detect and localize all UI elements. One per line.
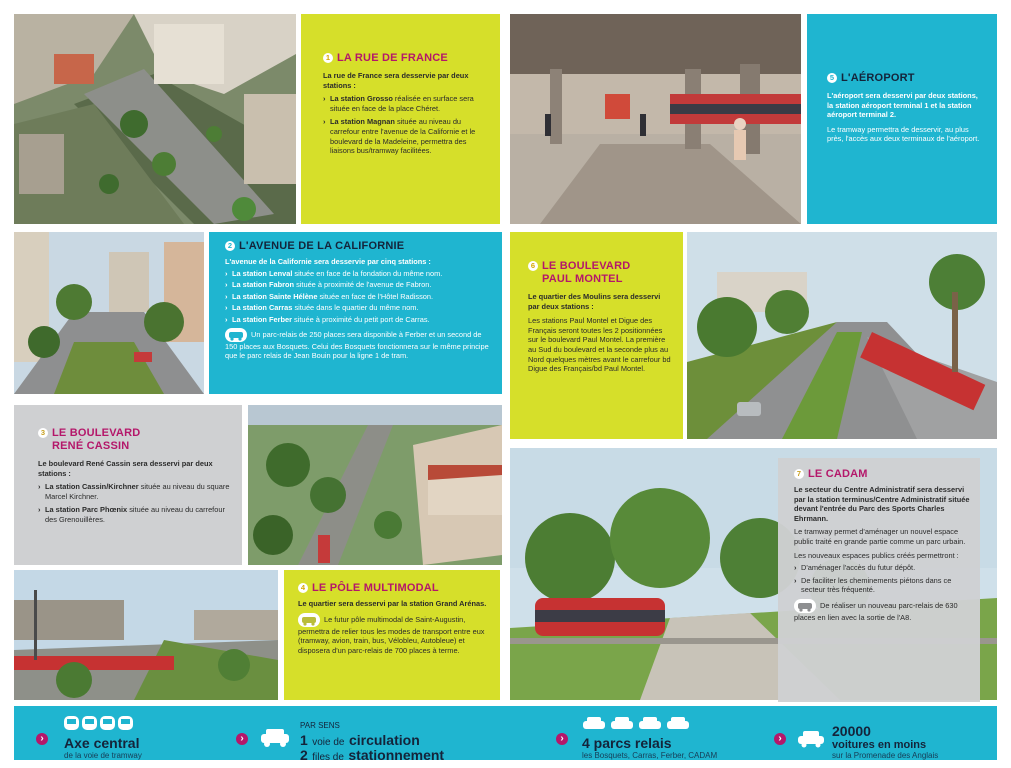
- photo-rene-cassin: [248, 405, 502, 565]
- car-icon: [258, 726, 292, 753]
- arrow-icon: ›: [36, 733, 48, 745]
- section-rue-de-france: [301, 14, 500, 224]
- section-intro: Le quartier des Moulins sera desservi par deux stations :: [528, 292, 661, 311]
- section-title: 3 LE BOULEVARD RENÉ CASSIN: [38, 427, 232, 453]
- section-paragraph: Les stations Paul Montel et Digue des Français seront toutes les 2 positionnées sur le boulevard Paul Montel. La première au Sud du boulevard et la seconde plus au Nord quelques mètres avant le carrefour bd Digue des Français/bd Paul Montel.: [528, 316, 671, 374]
- footer-item-parcs-relais: › 4 parcs relais les Bosquets, Carras, Ferber, CADAM: [556, 706, 756, 760]
- car-icon: [298, 613, 320, 627]
- section-number-badge: 1: [323, 53, 333, 63]
- section-cadam: [778, 458, 980, 702]
- photo-rue-de-france: [14, 14, 296, 224]
- tram-icon: [64, 715, 136, 736]
- section-intro: L'aéroport sera desservi par deux stations, la station aéroport terminal 1 et la station aéroport terminal 2.: [827, 91, 978, 120]
- section-rene-cassin: [14, 405, 242, 565]
- section-intro: Le boulevard René Cassin sera desservi par deux stations :: [38, 459, 213, 478]
- section-intro: L'avenue de la Californie sera desservie par cinq stations :: [225, 257, 431, 266]
- section-number-badge: 7: [794, 469, 804, 479]
- section-number-badge: 3: [38, 428, 48, 438]
- section-title: 5 L'AÉROPORT: [827, 72, 985, 85]
- list-item: › La station Fabron située à proximité de l'avenue de Fabron.: [225, 280, 492, 290]
- arrow-icon: ›: [774, 733, 786, 745]
- photo-paul-montel: [687, 232, 997, 439]
- list-item: › La station Parc Phœnix située au niveau du carrefour des Grenouillères.: [38, 505, 232, 524]
- section-paragraph: Le tramway permet d'aménager un nouvel espace public traité en grande partie comme un parc urbain.: [794, 527, 966, 546]
- section-number-badge: 5: [827, 73, 837, 83]
- parking-note: De réaliser un nouveau parc-relais de 630 places en lien avec la sortie de l'A8.: [794, 600, 958, 622]
- section-title: 1 LA RUE DE FRANCE: [323, 52, 486, 65]
- section-number-badge: 6: [528, 261, 538, 271]
- section-title: 2 L'AVENUE DE LA CALIFORNIE: [225, 240, 492, 253]
- list-item: › La station Magnan située au niveau du carrefour entre l'avenue de la Californie et le boulevard de la Madeleine, permettra des liaisons bus/tramway facilitées.: [323, 117, 486, 155]
- section-paragraph: Le tramway permettra de desservir, au plus près, l'accès aux deux terminaux de l'aéroport.: [827, 124, 980, 144]
- photo-californie: [14, 232, 204, 394]
- section-number-badge: 2: [225, 241, 235, 251]
- arrow-icon: ›: [236, 733, 248, 745]
- section-paragraph: Le futur pôle multimodal de Saint-Augustin, permettra de relier tous les modes de transport entre eux (tramway, avion, train, bus, Vélobleu, Autobleue) et disposera d'un parc-relais de 700 places à terme.: [298, 614, 485, 655]
- section-title: 7 LE CADAM: [794, 468, 970, 481]
- section-title: 6 LE BOULEVARD PAUL MONTEL: [528, 260, 673, 286]
- footer-key-figures: [14, 706, 997, 763]
- section-aeroport: [807, 14, 997, 224]
- list-item: › La station Grosso réalisée en surface sera située en face de la place Chéret.: [323, 94, 486, 113]
- car-icon: [582, 716, 692, 737]
- car-icon: [796, 728, 826, 753]
- section-title: 4 LE PÔLE MULTIMODAL: [298, 582, 490, 595]
- list-item: › La station Sainte Hélène située en face de l'Hôtel Radisson.: [225, 292, 492, 302]
- section-californie: [209, 232, 502, 394]
- list-item: › D'aménager l'accès du futur dépôt.: [794, 563, 970, 573]
- arrow-icon: ›: [556, 733, 568, 745]
- footer-item-par-sens: › PAR SENS 1 voie de circulation 2 files de stationnement: [236, 706, 496, 760]
- section-paragraph: Les nouveaux espaces publics créés permettront :: [794, 550, 959, 560]
- list-item: › La station Cassin/Kirchner située au niveau du square Marcel Kirchner.: [38, 482, 232, 501]
- list-item: › De faciliter les cheminements piétons dans ce secteur très fréquenté.: [794, 576, 970, 595]
- list-item: › La station Carras située dans le quartier du même nom.: [225, 303, 492, 313]
- footer-item-voitures: › 20000 voitures en moins sur la Promenade des Anglais: [774, 706, 994, 760]
- section-intro: La rue de France sera desservie par deux stations :: [323, 71, 469, 90]
- parking-note: Un parc-relais de 250 places sera disponible à Ferber et un second de 150 places aux Bosquets. Celui des Bosquets fonctionnera sur le même principe que le parc relais de Jean Bouin pour la ligne 1 de tram.: [225, 329, 489, 361]
- section-intro: Le quartier sera desservi par la station Grand Arénas.: [298, 599, 487, 608]
- section-pole-multimodal: [284, 570, 500, 700]
- photo-pole-multimodal: [14, 570, 278, 700]
- section-paul-montel: [510, 232, 683, 439]
- photo-aeroport: [510, 14, 801, 224]
- car-icon: [794, 599, 816, 613]
- car-icon: [225, 328, 247, 342]
- list-item: › La station Lenval située en face de la fondation du même nom.: [225, 269, 492, 279]
- section-number-badge: 4: [298, 583, 308, 593]
- footer-item-axe-central: › Axe central de la voie de tramway: [36, 706, 226, 760]
- section-intro: Le secteur du Centre Administratif sera desservi par la station terminus/Centre Administratif située devant l'entrée du Parc des Sports Charles Ehrmann.: [794, 485, 970, 523]
- list-item: › La station Ferber située à proximité du petit port de Carras.: [225, 315, 492, 325]
